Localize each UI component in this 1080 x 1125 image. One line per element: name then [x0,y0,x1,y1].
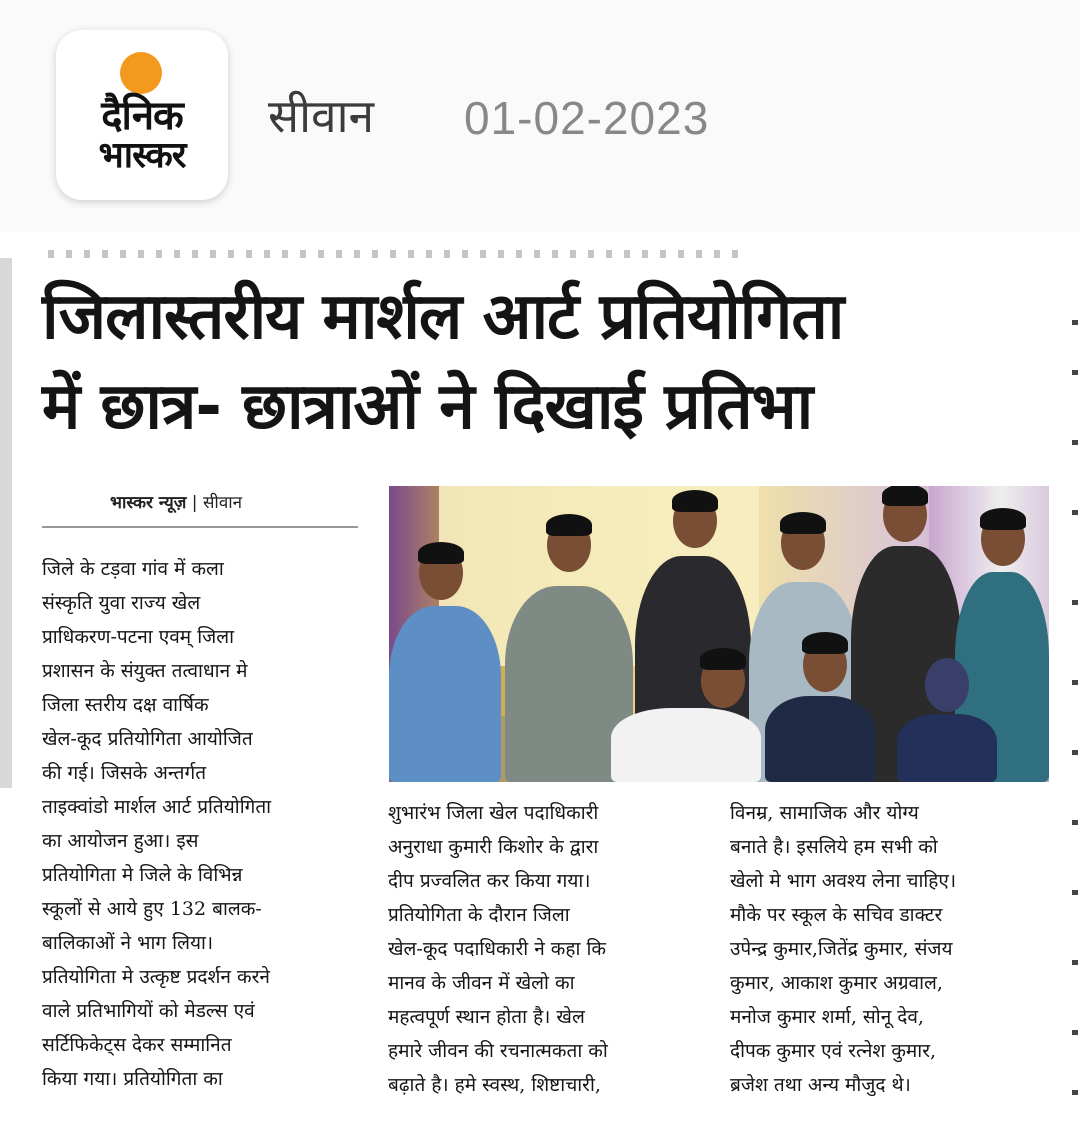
child-1 [611,708,761,782]
byline-source: भास्कर न्यूज़ [110,493,187,513]
text-line: की गई। जिसके अन्तर्गत [42,762,207,784]
epaper-header [0,0,1080,232]
text-line: महत्वपूर्ण स्थान होता है। खेल [388,1006,585,1028]
article-photo[interactable] [389,486,1049,782]
text-line: शुभारंभ जिला खेल पदाधिकारी [388,802,599,824]
sun-icon [120,52,162,94]
text-line: खेल-कूद प्रतियोगिता आयोजित [42,728,253,750]
person-1 [389,606,501,782]
text-line: दीपक कुमार एवं रत्नेश कुमार, [730,1040,937,1062]
article-column-3 [730,796,1052,1102]
cut-text-fragment [48,250,748,258]
byline-divider [42,526,358,528]
byline [110,492,242,514]
text-line: जिला स्तरीय दक्ष वार्षिक [42,694,209,716]
text-line: किया गया। प्रतियोगिता का [42,1068,223,1090]
logo-text-line2: भास्कर [98,135,186,176]
text-line: स्कूलों से आये हुए 132 बालक- [42,898,262,920]
text-line: बढ़ाते है। हमे स्वस्थ, शिष्टाचारी, [388,1074,601,1096]
text-line: दीप प्रज्वलित कर किया गया। [388,870,591,892]
text-line: प्राधिकरण-पटना एवम् जिला [42,626,235,648]
text-line: ताइक्वांडो मार्शल आर्ट प्रतियोगिता [42,796,272,818]
text-line: वाले प्रतिभागियों को मेडल्स एवं [42,1000,255,1022]
child-2 [765,696,875,782]
text-line: संस्कृति युवा राज्य खेल [42,592,201,614]
text-line: का आयोजन हुआ। इस [42,830,199,852]
child-3 [897,714,997,782]
byline-separator: | [191,493,203,513]
edition-city: सीवान [268,89,375,143]
dainik-bhaskar-logo[interactable] [56,30,228,200]
text-line: बालिकाओं ने भाग लिया। [42,932,214,954]
text-line: मनोज कुमार शर्मा, सोनू देव, [730,1006,924,1028]
text-line: सर्टिफिकेट्स देकर सम्मानित [42,1034,232,1056]
text-line: जिले के टड़वा गांव में कला [42,558,224,580]
text-line: विनम्र, सामाजिक और योग्य [730,802,919,824]
headline-line-2: में छात्र- छात्राओं ने दिखाई प्रतिभा [42,370,813,444]
text-line: प्रतियोगिता के दौरान जिला [388,904,570,926]
text-line: हमारे जीवन की रचनात्मकता को [388,1040,608,1062]
text-line: खेलो मे भाग अवश्य लेना चाहिए। [730,870,957,892]
text-line: मौके पर स्कूल के सचिव डाक्टर [730,904,943,926]
text-line: बनाते है। इसलिये हम सभी को [730,836,938,858]
article-column-2 [388,796,710,1102]
text-line: उपेन्द्र कुमार,जितेंद्र कुमार, संजय [730,938,953,960]
adjacent-column-fragment [1070,300,1080,1110]
article-column-1 [42,552,360,1102]
byline-place: सीवान [202,493,243,513]
headline-line-1: जिलास्तरीय मार्शल आर्ट प्रतियोगिता [42,280,844,354]
article-headline [42,272,1052,452]
text-line: कुमार, आकाश कुमार अग्रवाल, [730,972,943,994]
text-line: खेल-कूद पदाधिकारी ने कहा कि [388,938,606,960]
edition-date: 01-02-2023 [464,92,710,144]
text-line: प्रतियोगिता मे जिले के विभिन्न [42,864,243,886]
text-line: प्रतियोगिता मे उत्कृष्ट प्रदर्शन करने [42,966,270,988]
text-line: अनुराधा कुमारी किशोर के द्वारा [388,836,599,858]
adjacent-column-edge [0,258,12,788]
text-line: ब्रजेश तथा अन्य मौजुद थे। [730,1074,911,1096]
text-line: प्रशासन के संयुक्त तत्वाधान मे [42,660,248,682]
text-line: मानव के जीवन में खेलो का [388,972,575,994]
logo-text-line1: दैनिक [101,93,183,139]
